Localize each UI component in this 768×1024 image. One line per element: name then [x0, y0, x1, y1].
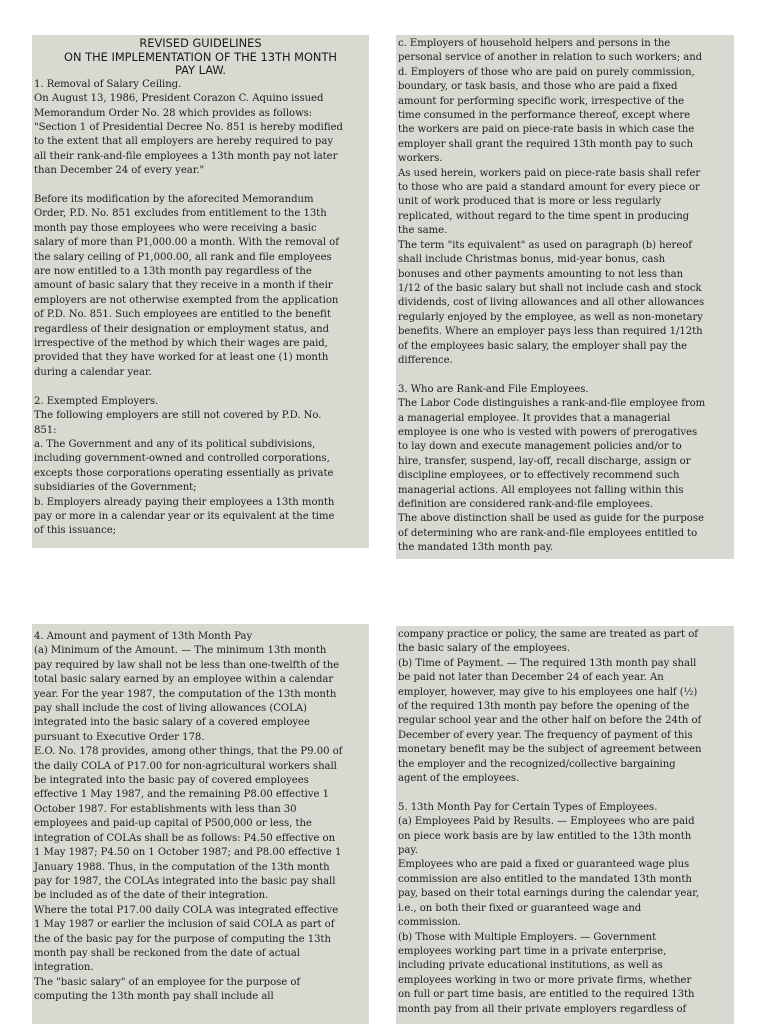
paragraph: (a) Employees Paid by Results. — Employees who are paid on piece work basis are by law entitled to the 13th month pay. Employees who are paid a fixed or guaranteed wage plus commission are also entitled to the mandated 13th month pay, based on their total earnings during the calendar year, i.e., on both their fixed or guaranteed wage and commission. (b) Those with Multiple Employers. — Government employees working part time in a private enterprise, including private educational institutions, as well as employees working in two or more private firms, whether on full or part time basis, are entitled to the required 13th month pay from all their private employers regardless of — [398, 816, 700, 1015]
paragraph: Before its modification by the aforecited Memorandum Order, P.D. No. 851 excludes from entitlement to the 13th month pay those employees who were receiving a basic salary of more than P1,000.00 a month. With the removal of the salary ceiling of P1,000.00, all rank and file employees are now entitled to a 13th month pay regardless of the amount of basic salary that they receive in a month if their employers are not otherwise exempted from the application of P.D. No. 851. Such employees are entitled to the benefit regardless of their designation or employment status, and irrespective of the method by which their wages are paid, provided that they have worked for at least one (1) month during a calendar year. — [34, 194, 339, 378]
paragraph: On August 13, 1986, President Corazon C. Aquino issued Memorandum Order No. 28 which provides as follows: "Section 1 of Presidential Decree No. 851 is hereby modified to the extent that all employers are hereby required to pay all their rank-and-file employees a 13th month pay not later than December 24 of every year." — [34, 93, 343, 177]
document-page-bottom-left — [32, 624, 369, 1024]
document-title: REVISED GUIDELINES ON THE IMPLEMENTATION OF THE 13TH MONTH PAY LAW. — [64, 36, 337, 78]
paragraph-gap — [34, 179, 367, 193]
paragraph: (a) Minimum of the Amount. — The minimum 13th month pay required by law shall not be less than one-twelfth of the total basic salary earned by an employee within a calendar year. For the year 1987, the computation of the 13th month pay shall include the cost of living allowances (COLA) integrated into the basic salary of a covered employee pursuant to Executive Order 178. E.O. No. 178 provides, among other things, that the P9.00 of the daily COLA of P17.00 for non-agricultural workers shall be integrated into the basic pay of covered employees effective 1 May 1987, and the remaining P8.00 effective 1 October 1987. For establishments with less than 30 employees and paid-up capital of P500,000 or less, the integration of COLAs shall be as follows: P4.50 effective on 1 May 1987; P4.50 on 1 October 1987; and P8.00 effective 1 January 1988. Thus, in the computation of the 13th month pay for 1987, the COLAs integrated into the basic pay shall be included as of the date of their integration. Where the total P17.00 daily COLA was integrated effective 1 May 1987 or earlier the inclusion of said COLA as part of the of the basic pay for the purpose of computing the 13th month pay shall be reckoned from the date of actual integration. The "basic salary" of an employee for the purpose of computing the 13th month pay shall include all — [34, 645, 343, 1003]
section-heading-5: 5. 13th Month Pay for Certain Types of Employees. — [398, 801, 658, 813]
section-heading-3: 3. Who are Rank-and File Employees. — [398, 383, 589, 395]
document-page-bottom-right — [396, 626, 734, 1024]
paragraph: The Labor Code distinguishes a rank-and-file employee from a managerial employee. It provides that a managerial employee is one who is vested with powers of prerogatives to lay down and execute management policies and/or to hire, transfer, suspend, lay-off, recall discharge, assign or discipline employees, or to effectively recommend such managerial actions. All employees not falling within this definition are considered rank-and-file employees. The above distinction shall be used as guide for the purpose of determining who are rank-and-file employees entitled to the mandated 13th month pay. — [398, 398, 706, 554]
document-page-top-left — [32, 35, 369, 548]
section-heading-1: 1. Removal of Salary Ceiling. — [34, 78, 182, 90]
paragraph-gap — [398, 368, 732, 382]
section-heading-2: 2. Exempted Employers. — [34, 395, 159, 407]
paragraph: c. Employers of household helpers and persons in the personal service of another in relation to such workers; and d. Employers of those who are paid on purely commission, boundary, or task basis, and those who are paid a fixed amount for performing specific work, irrespective of the time consumed in the performance thereof, except where the workers are paid on piece-rate basis in which case the employer shall grant the required 13th month pay to such workers. As used herein, workers paid on piece-rate basis shall refer to those who are paid a standard amount for every piece or unit of work produced that is more or less regularly replicated, without regard to the time spent in producing the same. The term "its equivalent" as used on paragraph (b) hereof shall include Christmas bonus, mid-year bonus, cash bonuses and other payments amounting to not less than 1/12 of the basic salary but shall not include cash and stock dividends, cost of living allowances and all other allowances regularly enjoyed by the employee, as well as non-monetary benefits. Where an employer pays less than required 1/12th of the employees basic salary, the employer shall pay the difference. — [398, 38, 705, 366]
section-heading-4: 4. Amount and payment of 13th Month Pay — [34, 631, 253, 642]
paragraph-gap — [34, 380, 367, 394]
document-page-top-right — [396, 35, 734, 559]
paragraph: company practice or policy, the same are treated as part of the basic salary of the employees. (b) Time of Payment. — The required 13th month pay shall be paid not later than December 24 of each year. An employer, however, may give to his employees one half (½) of the required 13th month pay before the opening of the regular school year and the other half on before the 24th of December of every year. The frequency of payment of this monetary benefit may be the subject of agreement between the employer and the recognized/collective bargaining agent of the employees. — [398, 629, 702, 785]
paragraph-gap — [398, 786, 732, 800]
paragraph: The following employers are still not covered by P.D. No. 851: a. The Government and any of its political subdivisions, including government-owned and controlled corporations, excepts those corporations operating essentially as private subsidiaries of the Government; b. Employers already paying their employees a 13th month pay or more in a calendar year or its equivalent at the time of this issuance; — [34, 410, 335, 537]
